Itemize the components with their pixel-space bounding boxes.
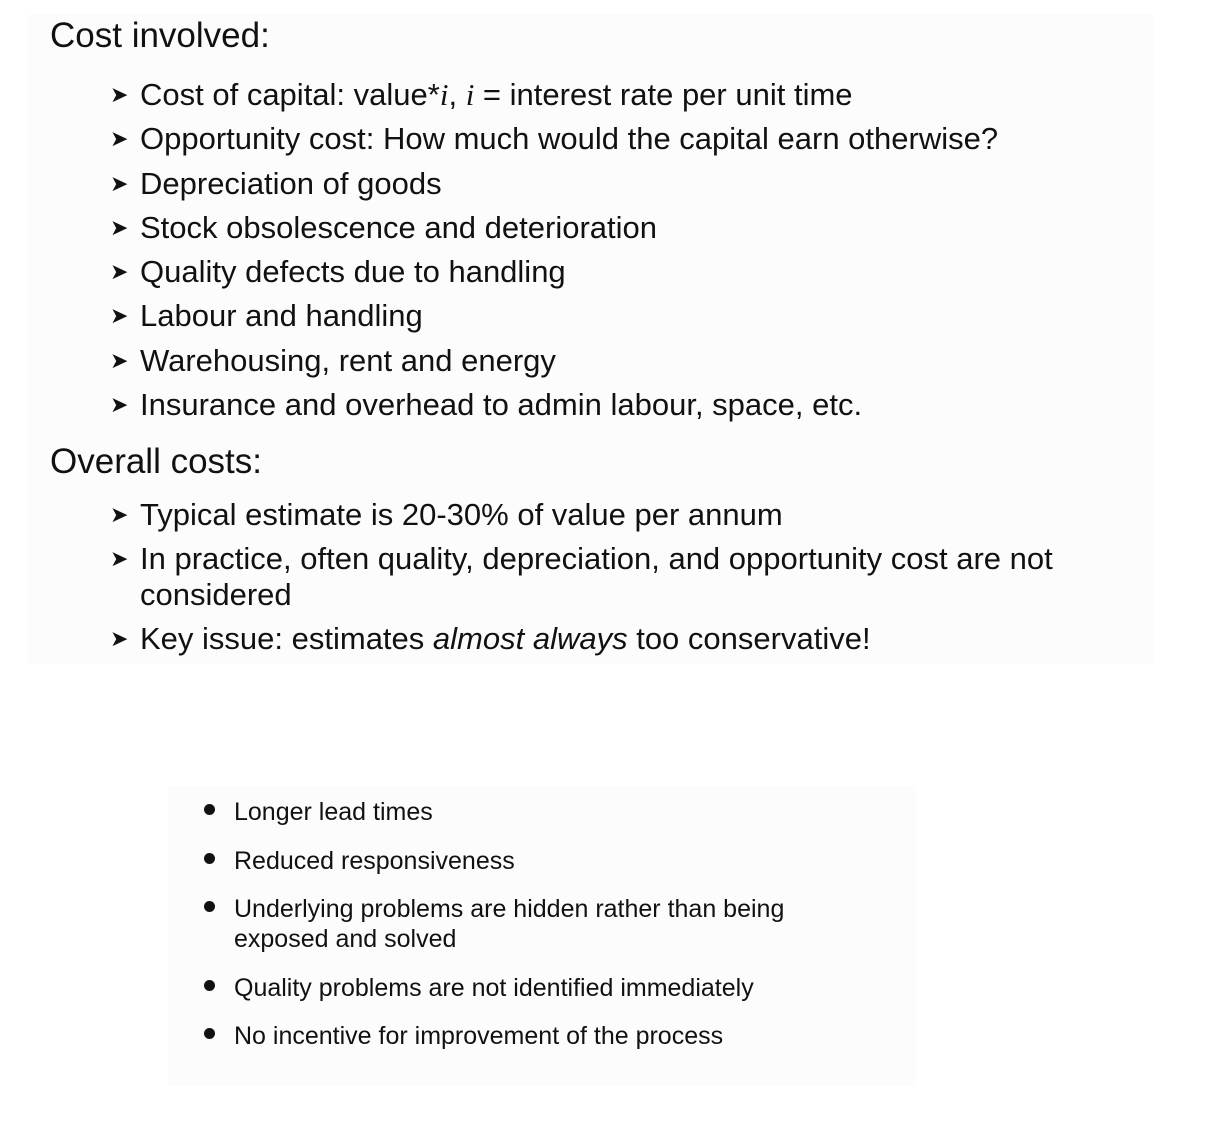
list-item: ➤ Typical estimate is 20-30% of value per annum [110,497,783,532]
arrow-bullet-icon: ➤ [110,546,129,572]
cost-involved-heading: Cost involved: [50,16,270,55]
list-item: No incentive for improvement of the process [200,1021,834,1051]
overall-costs-heading: Overall costs: [50,442,262,481]
arrow-bullet-icon: ➤ [110,126,129,152]
list-item: ➤ Key issue: estimates almost always too conservative! [110,621,871,657]
overall-costs-list [106,497,1080,666]
list-item: ➤ Insurance and overhead to admin labour, space, etc. [110,387,863,423]
list-item: Underlying problems are hidden rather than being exposed and solved [200,894,834,954]
arrow-bullet-icon: ➤ [110,626,129,652]
list-item: ➤ Cost of capital: value*i, i = interest rate per unit time [110,77,853,112]
arrow-bullet-icon: ➤ [110,259,129,285]
bullet-dot-icon [204,980,215,991]
arrow-bullet-icon: ➤ [110,392,129,418]
list-item: ➤ Quality defects due to handling [110,254,566,290]
list-item: Quality problems are not identified immediately [200,973,834,1003]
list-item: ➤ Stock obsolescence and deterioration [110,209,657,245]
bullet-dot-icon [204,853,215,864]
bullet-dot-icon [204,901,215,912]
arrow-bullet-icon: ➤ [110,303,129,329]
cost-involved-list [106,77,998,431]
list-item: ➤ Opportunity cost: How much would the capital earn otherwise? [110,121,999,157]
list-item: ➤ Labour and handling [110,298,423,334]
drawbacks-list [200,797,834,1070]
bullet-dot-icon [204,804,215,815]
bullet-dot-icon [204,1028,215,1039]
list-item: ➤ Depreciation of goods [110,165,442,201]
arrow-bullet-icon: ➤ [110,170,129,196]
list-item: ➤ Warehousing, rent and energy [110,342,556,378]
arrow-bullet-icon: ➤ [110,347,129,373]
arrow-bullet-icon: ➤ [110,82,129,107]
arrow-bullet-icon: ➤ [110,502,129,527]
arrow-bullet-icon: ➤ [110,214,129,240]
list-item: ➤ In practice, often quality, depreciation, and opportunity cost are not considered [110,541,1053,613]
list-item: Reduced responsiveness [200,846,834,876]
list-item: Longer lead times [200,797,834,827]
